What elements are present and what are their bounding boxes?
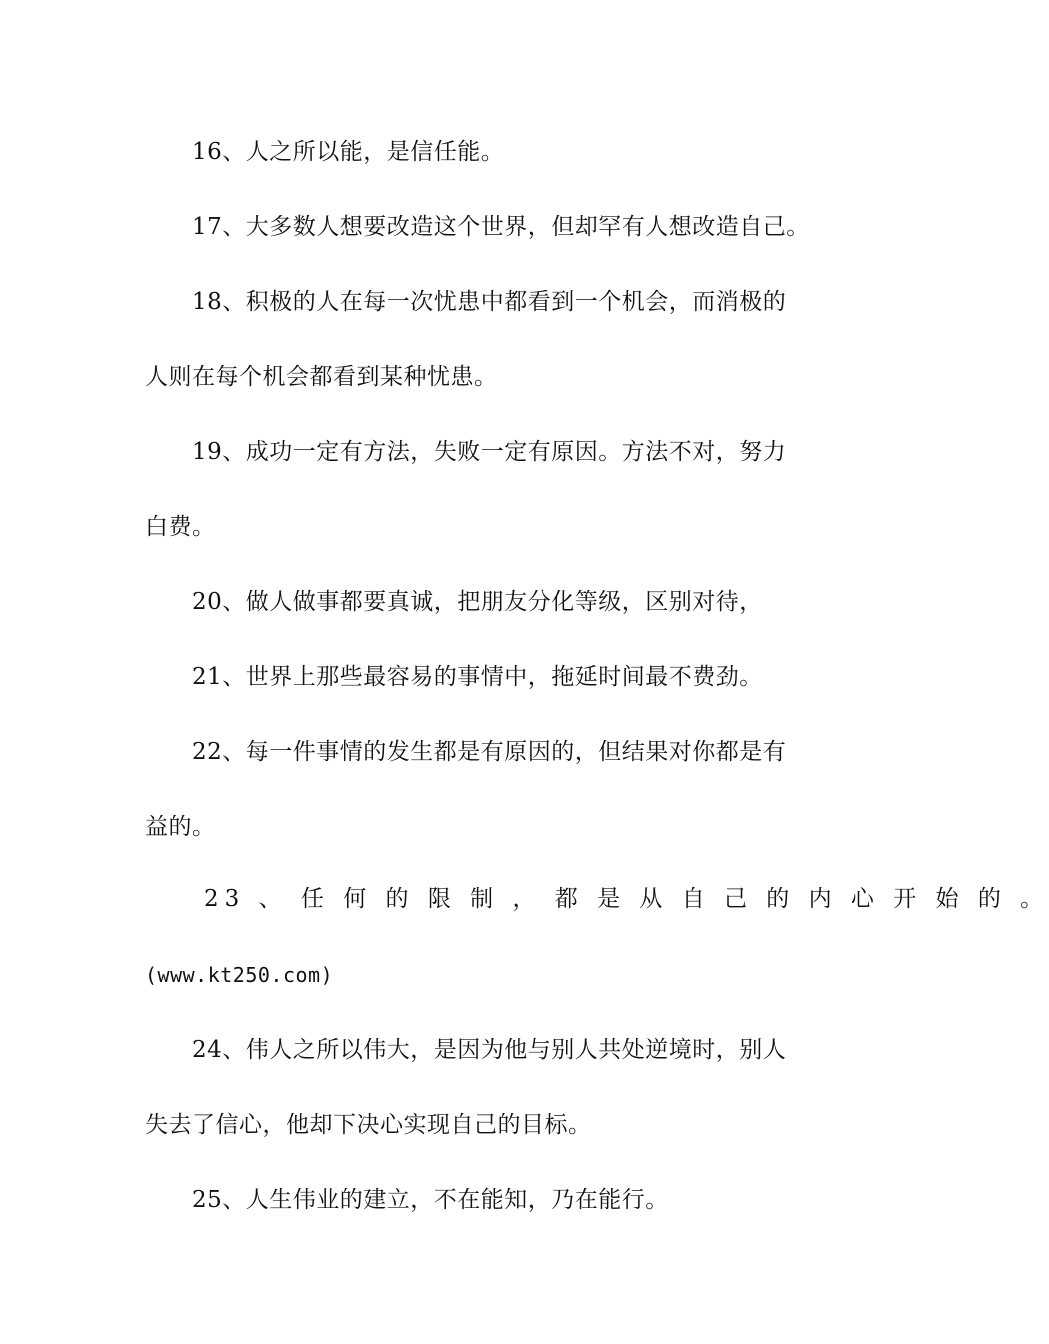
paragraph-17-line-1: 17、大多数人想要改造这个世界，但却罕有人想改造自己。 xyxy=(192,214,810,240)
paragraph-24-line-1: 24、伟人之所以伟大，是因为他与别人共处逆境时，别人 xyxy=(192,1037,787,1063)
paragraph-18-line-1: 18、积极的人在每一次忧患中都看到一个机会，而消极的 xyxy=(192,289,787,315)
paragraph-16-line-1: 16、人之所以能，是信任能。 xyxy=(192,139,505,165)
paragraph-18-line-2: 人则在每个机会都看到某种忧患。 xyxy=(145,364,498,390)
paragraph-21-line-1: 21、世界上那些最容易的事情中，拖延时间最不费劲。 xyxy=(192,664,763,690)
paragraph-19-line-2: 白费。 xyxy=(145,514,216,540)
paragraph-22-line-1: 22、每一件事情的发生都是有原因的，但结果对你都是有 xyxy=(192,739,787,765)
paragraph-22-line-2: 益的。 xyxy=(145,814,216,840)
paragraph-24-line-2: 失去了信心，他却下决心实现自己的目标。 xyxy=(145,1112,592,1138)
paragraph-23-line-1: 23 、 任 何 的 限 制 ， 都 是 从 自 己 的 内 心 开 始 的 。 xyxy=(204,886,1049,912)
paragraph-19-line-1: 19、成功一定有方法，失败一定有原因。方法不对，努力 xyxy=(192,439,787,465)
paragraph-25-line-1: 25、人生伟业的建立，不在能知，乃在能行。 xyxy=(192,1187,669,1213)
paragraph-20-line-1: 20、做人做事都要真诚，把朋友分化等级，区别对待， xyxy=(192,589,763,615)
paragraph-23-line-2: (www.kt250.com) xyxy=(145,963,334,987)
